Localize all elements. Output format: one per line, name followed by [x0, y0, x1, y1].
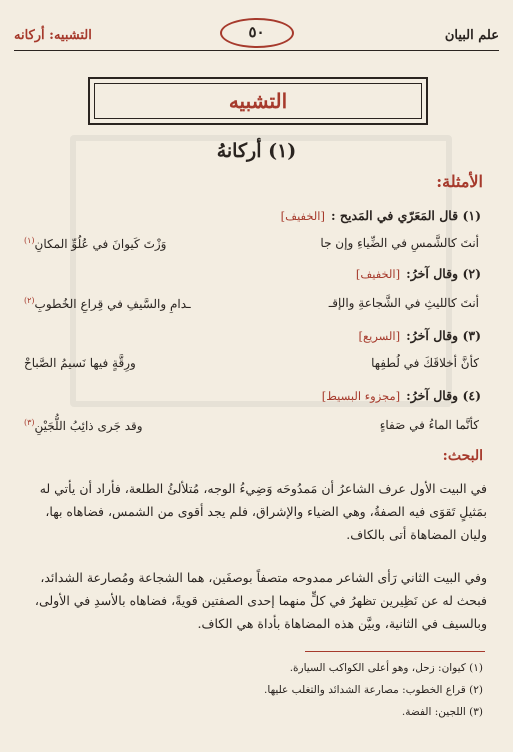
- example-head: [322, 388, 481, 403]
- hemistich-first: كأنَّما الماءُ في صَفاءٍ: [379, 418, 479, 432]
- example-head: [281, 208, 481, 223]
- hemistich-second: [24, 356, 136, 370]
- book-title: علم البيان: [444, 28, 499, 43]
- example-title: (١) قال المَعَرّي في المَديح :: [330, 208, 481, 223]
- verse-line: [24, 236, 479, 258]
- hemistich-first: أنتَ كالليثِ في الشَّجاعةِ والإقـ: [328, 296, 479, 310]
- example-title: (٢) وقال آخرُ:: [406, 266, 481, 281]
- meter-label: [السريع]: [358, 329, 401, 343]
- footnote: (٢) قراع الخطوب: مصارعة الشدائد والتغلب عليها.: [264, 684, 483, 696]
- hemistich-text: ـدامِ والسَّيفِ في قِراعِ الخُطوبِ: [34, 297, 191, 311]
- meter-label: [الخفيف]: [355, 267, 401, 281]
- hemistich-second: [24, 296, 191, 311]
- verse-line: [24, 418, 479, 440]
- hemistich-second: [24, 418, 143, 433]
- footnote-ref: (٢): [24, 296, 35, 305]
- footnote-rule: [305, 651, 485, 652]
- examples-heading: الأمثلة:: [436, 172, 483, 191]
- example-head: [356, 266, 481, 281]
- footnote: (٣) اللجين: الفضة.: [401, 706, 483, 718]
- verse-line: [24, 296, 479, 318]
- footnote-ref: (٣): [24, 418, 35, 427]
- page-number: ٥٠: [220, 18, 294, 48]
- hemistich-first: أنتَ كالشَّمسِ في الضِّياءِ وإن جا: [320, 236, 479, 250]
- footnote-ref: (١): [24, 236, 35, 245]
- example-title: (٣) وقال آخرُ:: [406, 328, 481, 343]
- meter-label: [مجزوء البسيط]: [321, 389, 401, 403]
- chapter-title: التشبيه: أركانه: [14, 28, 92, 43]
- hemistich-text: وَزْتَ كَيوانَ في عُلُوِّ المكانِ: [34, 237, 167, 251]
- hemistich-text: وقد جَرى ذائِبُ اللُّجَيْنِ: [34, 419, 143, 433]
- paragraph: في البيت الأول عرف الشاعرُ أن مَمدُوحَه وَضِيءُ الوجه، مُتلألئُ الطلعة، فأراد أن يأتي له بمَثيلٍ تَقوَى فيه الصفةُ، وهي الضياء والإشراق، فلم يجد أقوى من الشمس، فضاهاه بها، وليان المضاهاة أتى بالكاف.: [39, 481, 487, 542]
- footnote: (١) كيوان: زحل، وهو أعلى الكواكب السيارة.: [289, 662, 483, 674]
- page-header: [14, 16, 499, 50]
- header-rule: [14, 50, 499, 51]
- hemistich-second: [24, 236, 166, 251]
- meter-label: [الخفيف]: [280, 209, 325, 223]
- hemistich-first: كأنَّ أخلاقَكَ في لُطفِها: [371, 356, 479, 370]
- example-head: [359, 328, 481, 343]
- example-title: (٤) وقال آخرُ:: [406, 388, 481, 403]
- hemistich-text: ورِقَّةٍ فيها نَسيمُ الصَّباحْ: [24, 356, 136, 370]
- verse-line: [24, 356, 479, 378]
- paragraph: وفي البيت الثاني رَأى الشاعر ممدوحه متصفاً بوصفَين، هما الشجاعة ومُصارعة الشدائد، فبحث له عن نَظِيرين تظهرُ في كلٍّ منهما إحدى الصفتين قويةً، فضاهاه بالأسدِ في الأولى، وبالسيف في الثانية، وبيَّن هذه المضاهاة بأداة هي الكاف.: [34, 570, 487, 631]
- subtitle: (١) أركانهُ: [216, 140, 297, 162]
- discussion-heading: البحث:: [442, 448, 483, 464]
- section-title: التشبيه: [88, 77, 428, 125]
